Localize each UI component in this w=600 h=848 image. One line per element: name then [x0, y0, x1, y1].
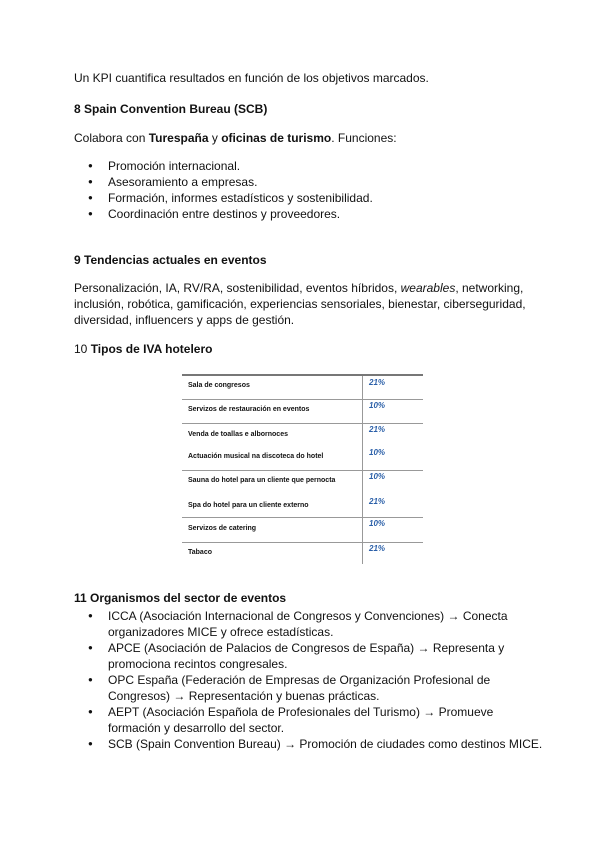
iva-value: 21% — [363, 543, 424, 565]
turespana-bold: Turespaña — [148, 131, 209, 145]
iva-value: 21% — [363, 424, 424, 449]
list-item: ● Asesoramiento a empresas. — [74, 174, 544, 190]
section-8-intro — [74, 130, 544, 146]
list-item: ● Coordinación entre destinos y proveedores. — [74, 206, 544, 222]
iva-value: 10% — [363, 400, 424, 424]
section-10-number: 10 — [74, 342, 91, 356]
iva-label: Spa do hotel para un cliente externo — [188, 502, 309, 509]
list-item: ● Promoción internacional. — [74, 158, 544, 174]
section-11-list — [74, 608, 544, 752]
section-8-heading: 8 Spain Convention Bureau (SCB) — [74, 102, 268, 116]
oficinas-bold: oficinas de turismo — [221, 131, 332, 145]
table-row — [182, 543, 423, 565]
iva-label: Sala de congresos — [182, 375, 363, 400]
section-9-text-before: Personalización, IA, RV/RA, sostenibilidad, eventos híbridos, — [74, 281, 401, 295]
table-row — [182, 471, 423, 497]
section-9-heading: 9 Tendencias actuales en eventos — [74, 253, 267, 267]
intro-paragraph: Un KPI cuantifica resultados en función de los objetivos marcados. — [74, 71, 429, 85]
table-row — [182, 448, 423, 471]
list-item: ● AEPT (Asociación Española de Profesionales del Turismo) → Promueve formación y desarrollo del sector. — [74, 704, 544, 736]
section-10-heading — [74, 341, 544, 357]
iva-label: Servizos de restauración en eventos — [182, 400, 363, 424]
section-8-text-before: Colabora con — [74, 131, 149, 145]
table-row — [182, 400, 423, 424]
section-8-text-after: . Funciones: — [331, 131, 397, 145]
table-row — [182, 375, 423, 400]
iva-label: Tabaco — [182, 543, 363, 565]
list-item: ● ICCA (Asociación Internacional de Congresos y Convenciones) → Conecta organizadores MICE y ofrece estadísticas. — [74, 608, 544, 640]
iva-label: Actuación musical na discoteca do hotel — [188, 453, 324, 460]
table-row — [182, 496, 423, 518]
list-item: ● SCB (Spain Convention Bureau) → Promoción de ciudades como destinos MICE. — [74, 736, 544, 752]
iva-value: 10% — [363, 471, 424, 497]
iva-label: Sauna do hotel para un cliente que pernocta — [182, 471, 363, 497]
table-row — [182, 518, 423, 543]
section-8-text-mid: y — [208, 131, 222, 145]
iva-value: 21% — [363, 496, 424, 518]
list-item: ● APCE (Asociación de Palacios de Congresos de España) → Representa y promociona recintos congresales. — [74, 640, 544, 672]
section-8-list — [74, 158, 544, 222]
iva-label: Venda de toallas e albornoces — [182, 424, 363, 449]
section-9-paragraph — [74, 280, 544, 328]
iva-value: 10% — [363, 518, 424, 543]
iva-label: Servizos de catering — [182, 518, 363, 543]
list-item: ● OPC España (Federación de Empresas de Organización Profesional de Congresos) → Representación y buenas prácticas. — [74, 672, 544, 704]
table-row — [182, 424, 423, 449]
section-11-heading: 11 Organismos del sector de eventos — [74, 591, 287, 605]
list-item: ● Formación, informes estadísticos y sostenibilidad. — [74, 190, 544, 206]
wearables-italic: wearables — [400, 281, 456, 295]
iva-table — [182, 374, 423, 564]
section-9-text-after: , networking, inclusión, robótica, gamificación, experiencias sensoriales, bienestar, ciberseguridad, diversidad, influencers y apps de gestión. — [74, 281, 526, 327]
section-10-title: Tipos de IVA hotelero — [90, 342, 213, 356]
iva-value: 10% — [363, 448, 424, 471]
iva-value: 21% — [363, 375, 424, 400]
